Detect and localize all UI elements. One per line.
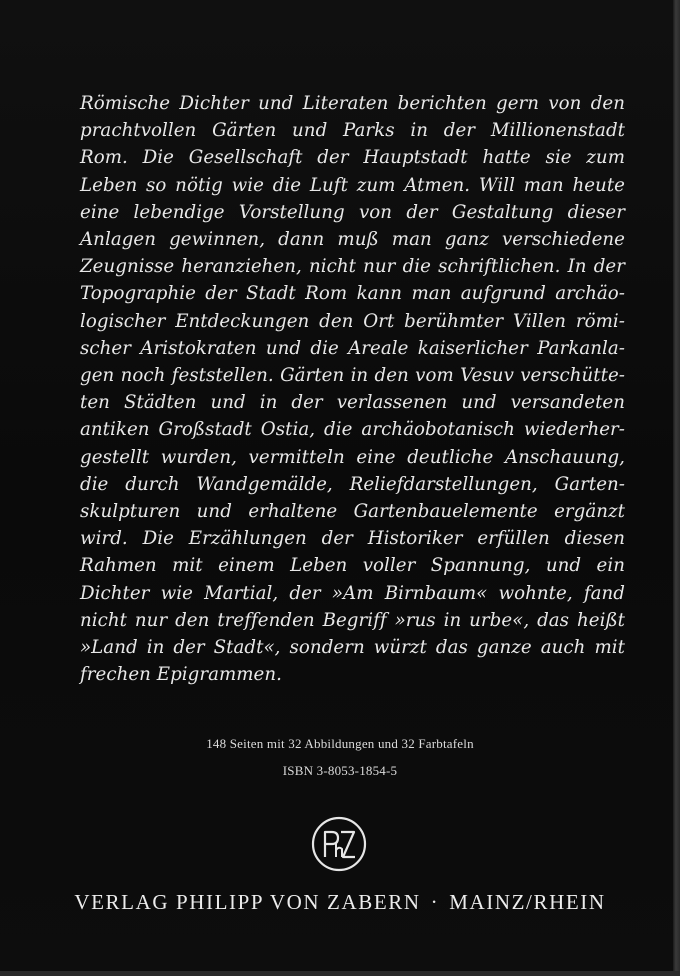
blurb-line: Topographie der Stadt Rom kann man aufgrund archäo-	[80, 283, 625, 305]
publisher-logo	[310, 815, 368, 873]
blurb-line: antiken Großstadt Ostia, die archäobotanisch wiederher-	[80, 419, 625, 441]
blurb-text	[80, 90, 625, 688]
blurb-line: logischer Entdeckungen den Ort berühmter Villen römi-	[80, 310, 625, 332]
blurb-line: scher Aristokraten und die Areale kaiserlicher Parkanla-	[80, 337, 625, 359]
blurb-line: Anlagen gewinnen, dann muß man ganz verschiedene	[80, 229, 625, 251]
blurb-line: Leben so nötig wie die Luft zum Atmen. Will man heute	[80, 174, 625, 196]
publisher-location: MAINZ/RHEIN	[449, 890, 606, 914]
blurb-line: Rom. Die Gesellschaft der Hauptstadt hatte sie zum	[80, 147, 625, 169]
publisher-imprint	[0, 890, 680, 915]
blurb-line: ten Städten und in der verlassenen und versandeten	[80, 392, 625, 414]
publisher-name: VERLAG PHILIPP VON ZABERN	[74, 890, 421, 914]
blurb-line: Rahmen mit einem Leben voller Spannung, und ein	[80, 555, 625, 577]
blurb-line: »Land in der Stadt«, sondern würzt das ganze auch mit	[80, 637, 625, 659]
blurb-line: gestellt wurden, vermitteln eine deutliche Anschauung,	[80, 446, 625, 468]
cover-edge-bottom	[0, 971, 680, 976]
page-count-info: 148 Seiten mit 32 Abbildungen und 32 Farbtafeln	[206, 736, 474, 751]
isbn: ISBN 3-8053-1854-5	[282, 763, 398, 778]
blurb-line: nicht nur den treffenden Begriff »rus in urbe«, das heißt	[80, 609, 625, 631]
blurb-line: gen noch feststellen. Gärten in den vom Vesuv verschütte-	[80, 365, 625, 387]
blurb-line: Römische Dichter und Literaten berichten gern von den	[80, 93, 625, 114]
blurb-line: wird. Die Erzählungen der Historiker erfüllen diesen	[80, 528, 625, 550]
separator-dot: ·	[430, 890, 440, 914]
blurb-line: prachtvollen Gärten und Parks in der Millionenstadt	[80, 120, 625, 142]
blurb-line: Zeugnisse heranziehen, nicht nur die schriftlichen. In der	[80, 256, 625, 278]
blurb-line: skulpturen und erhaltene Gartenbauelemente ergänzt	[80, 501, 625, 523]
cover-edge-right	[673, 0, 680, 976]
blurb-line: Dichter wie Martial, der »Am Birnbaum« wohnte, fand	[80, 582, 625, 604]
blurb-line: frechen Epigrammen.	[80, 664, 282, 686]
blurb-line: eine lebendige Vorstellung von der Gestaltung dieser	[80, 201, 625, 223]
blurb-line: die durch Wandgemälde, Reliefdarstellungen, Garten-	[80, 473, 625, 495]
